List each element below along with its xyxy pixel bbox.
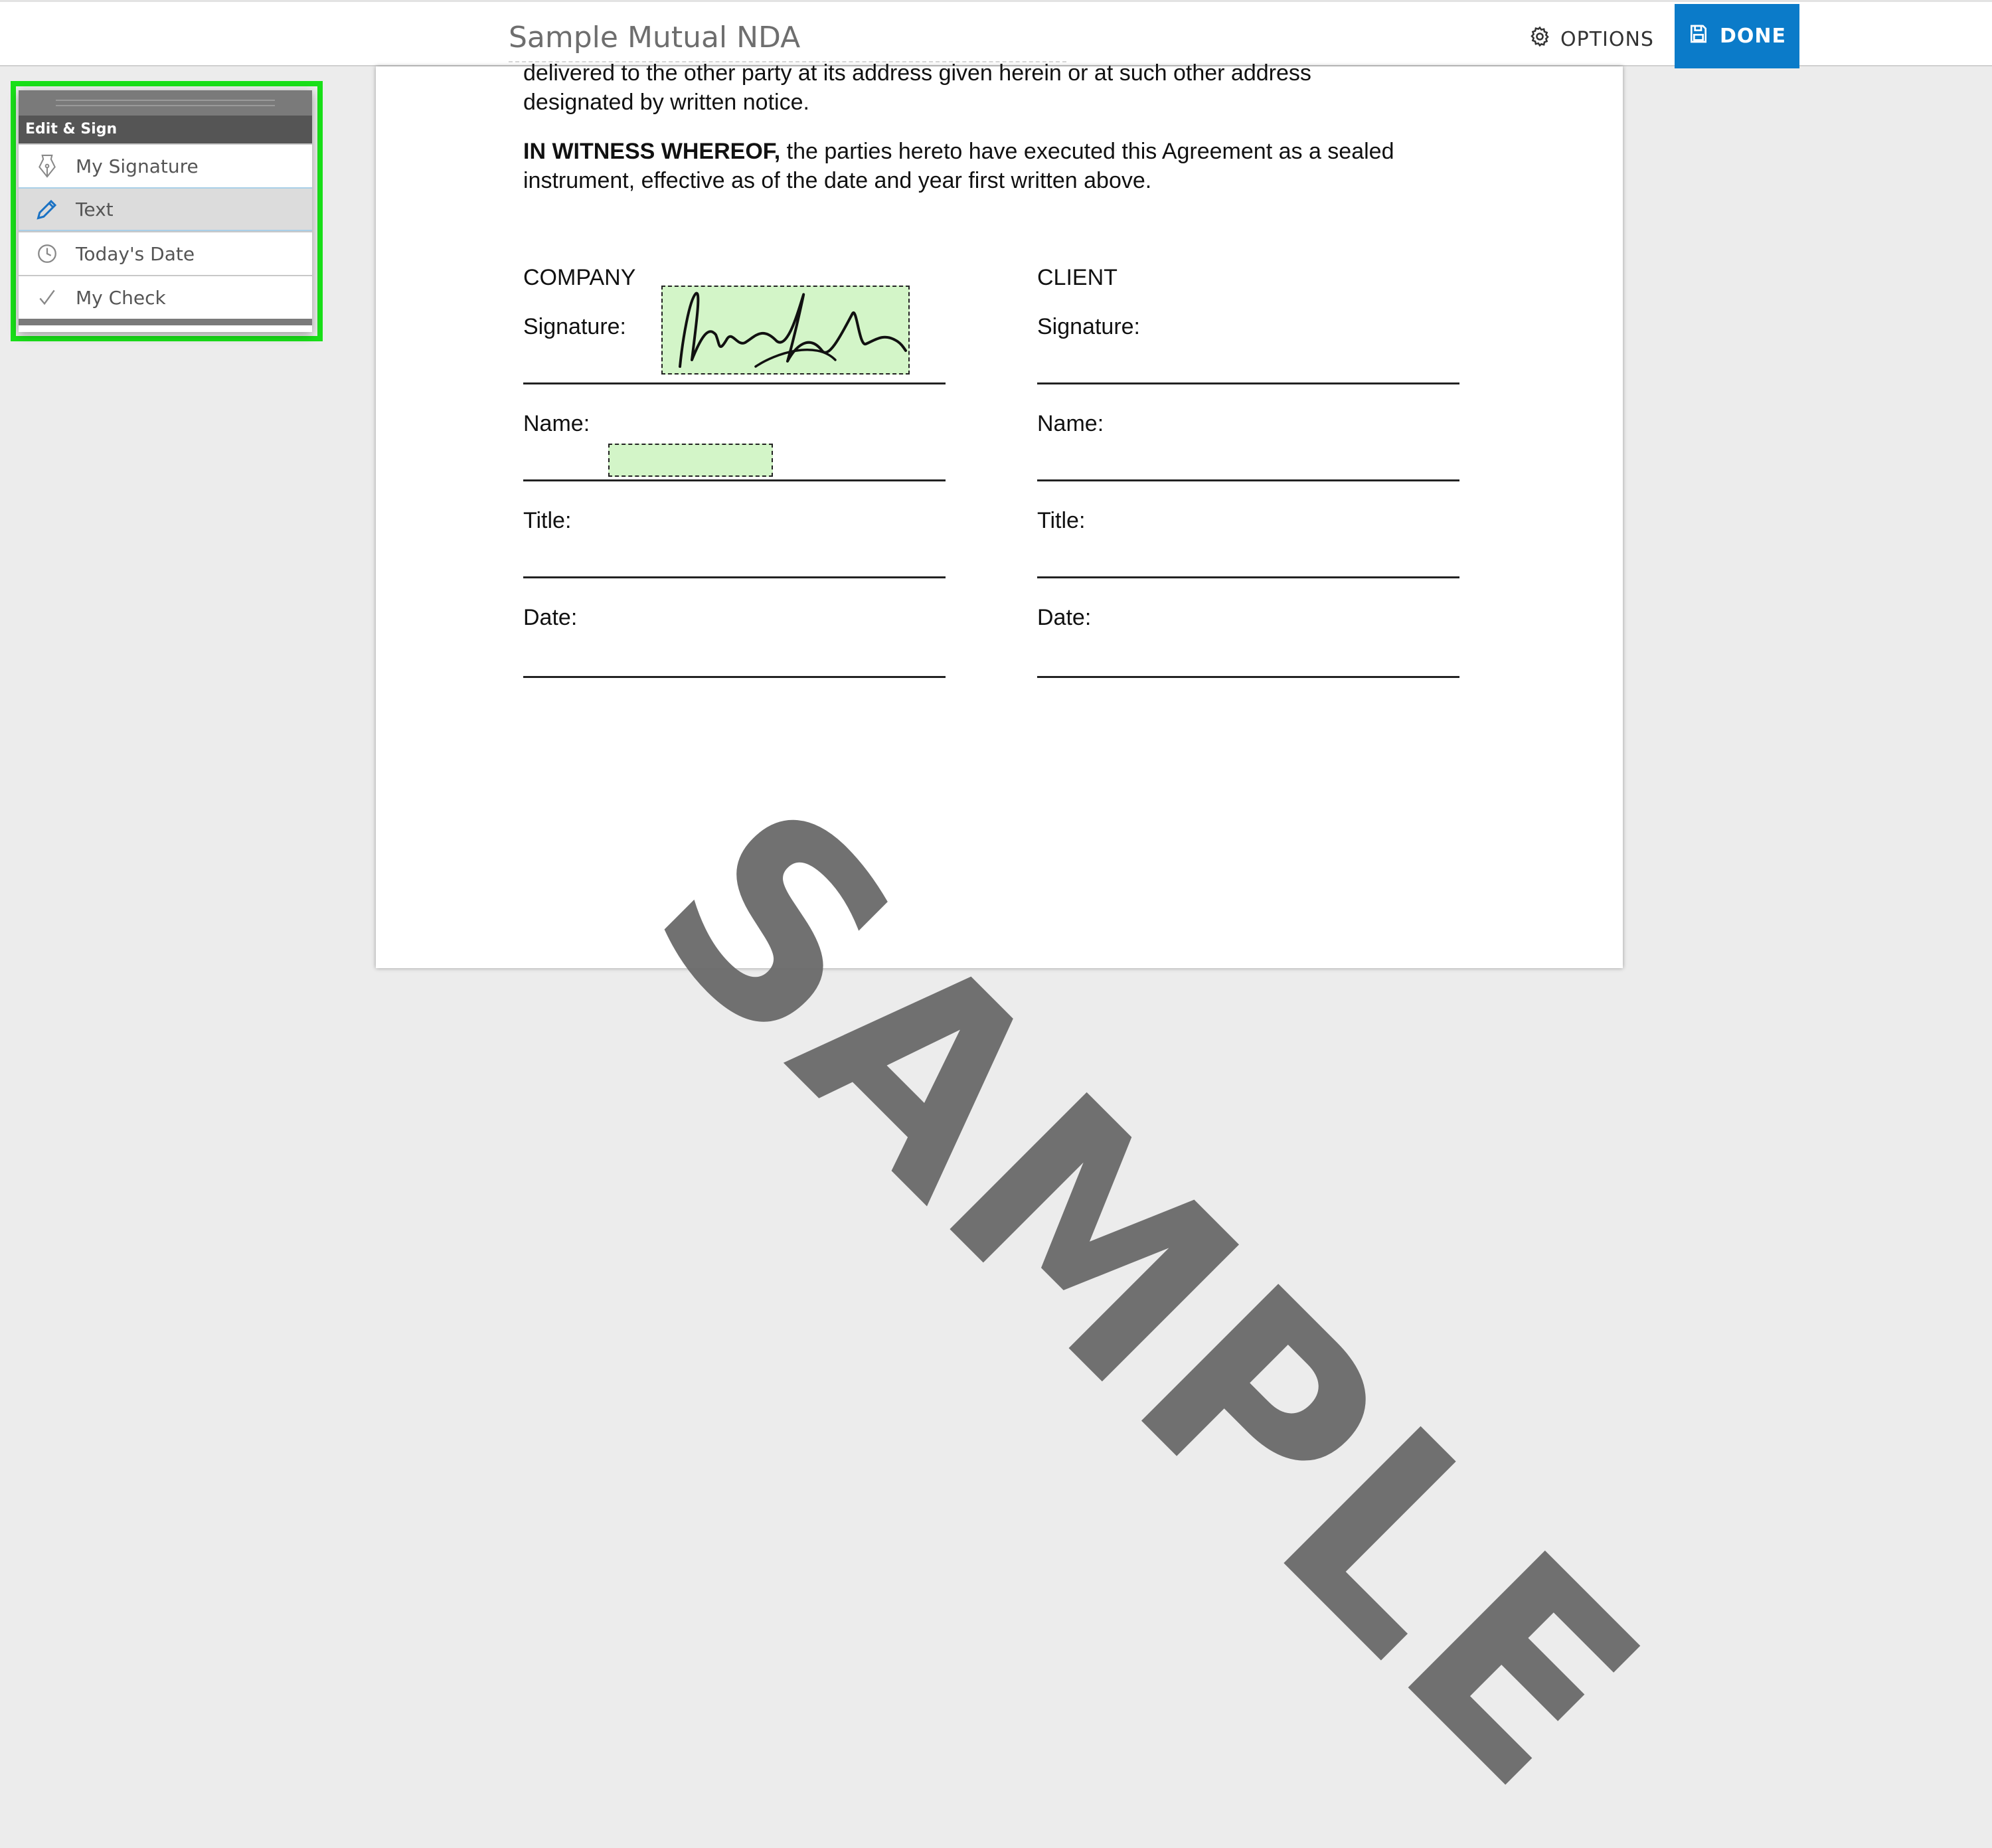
my-check-item[interactable] [19,275,312,319]
text-item[interactable] [19,187,312,231]
my-check-label: My Check [76,286,166,309]
placed-signature-field[interactable] [661,286,910,375]
company-signature-line [523,382,946,384]
placed-text-field[interactable] [608,444,773,477]
paragraph-line: delivered to the other party at its address given herein or at such other address [523,60,1311,86]
client-name-label: Name: [1037,411,1104,436]
company-title-label: Title: [523,508,572,533]
pencil-icon [19,197,76,221]
company-date-label: Date: [523,605,578,630]
edit-sign-panel [19,90,312,332]
top-toolbar [0,0,1992,66]
client-signature-label: Signature: [1037,314,1140,339]
clock-icon [19,242,76,265]
options-button[interactable] [1529,22,1654,56]
document-page [376,60,1698,1848]
company-date-line [523,676,946,678]
text-label: Text [76,198,114,220]
my-signature-label: My Signature [76,155,199,177]
witness-line-2: instrument, effective as of the date and year first written above. [523,168,1152,193]
handwritten-signature [663,287,908,373]
panel-drag-handle[interactable] [19,90,312,116]
todays-date-item[interactable] [19,231,312,275]
document-title[interactable]: Sample Mutual NDA [509,21,1066,62]
company-name-label: Name: [523,411,590,436]
done-label: DONE [1719,25,1786,48]
witness-rest: the parties hereto have executed this Agreement as a sealed [780,139,1394,164]
panel-title: Edit & Sign [19,116,312,143]
company-title-line [523,576,946,578]
client-signature-line [1037,382,1459,384]
client-date-line [1037,676,1459,678]
company-heading: COMPANY [523,265,636,290]
witness-bold: IN WITNESS WHEREOF, [523,139,781,164]
client-heading: CLIENT [1037,265,1118,290]
save-icon [1688,23,1709,50]
client-title-line [1037,576,1459,578]
client-name-line [1037,479,1459,481]
panel-footer [19,319,312,325]
sample-watermark: SAMPLE [598,748,1698,1848]
todays-date-label: Today's Date [76,242,195,265]
paragraph-line: designated by written notice. [523,90,809,115]
my-signature-item[interactable] [19,143,312,187]
company-name-line [523,479,946,481]
client-title-label: Title: [1037,508,1086,533]
gear-icon [1529,25,1551,53]
client-date-label: Date: [1037,605,1092,630]
done-button[interactable] [1675,4,1799,68]
options-label: OPTIONS [1560,27,1654,51]
witness-line [523,137,1394,166]
pen-nib-icon [19,153,76,179]
company-signature-label: Signature: [523,314,626,339]
checkmark-icon [19,287,76,308]
